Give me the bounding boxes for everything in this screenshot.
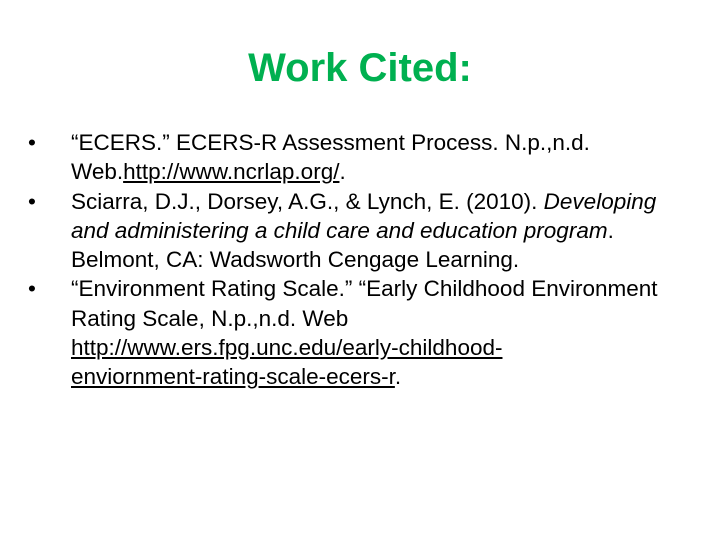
bullet-icon: • (28, 276, 36, 302)
reference-text: “Environment Rating Scale.” “Early Childhood Environment Rating Scale, N.p.,n.d. Web (71, 276, 658, 331)
reference-item-ecers (28, 128, 688, 187)
reference-item-ers (28, 274, 688, 391)
reference-text: “ECERS.” ECERS-R Assessment Process. N.p.,n.d. Web. (71, 130, 590, 185)
reference-link-ncrlap[interactable]: http://www.ncrlap.org/ (123, 159, 340, 185)
reference-book-title: Developing and administering a child care and education program (71, 188, 657, 243)
reference-text: Sciarra, D.J., Dorsey, A.G., & Lynch, E. (2010). (71, 188, 544, 214)
reference-link-ers-line1[interactable]: http://www.ers.fpg.unc.edu/early-childhood- (71, 335, 503, 361)
reference-text-end: . (394, 364, 402, 390)
references-list (28, 128, 688, 392)
slide-title: Work Cited: (248, 46, 472, 90)
reference-text-end: . (339, 159, 346, 185)
reference-item-sciarra (28, 187, 688, 275)
reference-link-ers-line2[interactable]: enviornment-rating-scale-ecers-r (71, 364, 395, 390)
bullet-icon: • (28, 130, 36, 155)
reference-text-end: . Belmont, CA: Wadsworth Cengage Learning. (71, 217, 614, 273)
bullet-icon: • (28, 188, 36, 214)
